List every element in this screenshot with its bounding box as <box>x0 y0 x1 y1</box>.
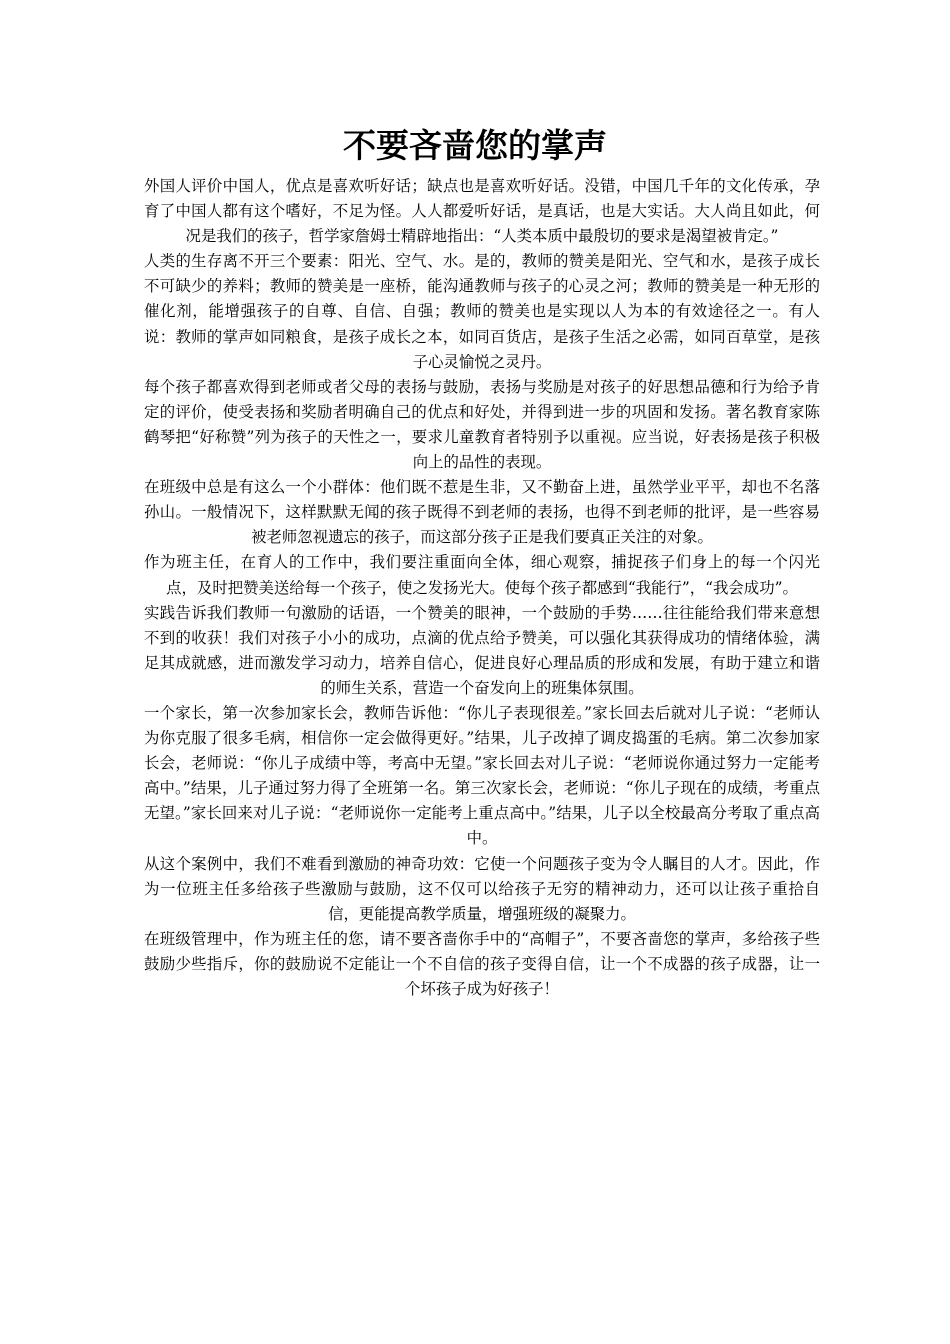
paragraph-2: 人类的生存离不开三个要素：阳光、空气、水。是的，教师的赞美是阳光、空气和水，是孩子成长不可缺少的养料；教师的赞美是一座桥，能沟通教师与孩子的心灵之河；教师的赞美是一种无形的催化剂，能增强孩子的自尊、自信、自强；教师的赞美也是实现以人为本的有效途径之一。有人说：教师的掌声如同粮食，是孩子成长之本，如同百货店，是孩子生活之必需，如同百草堂，是孩子心灵愉悦之灵丹。 <box>144 252 820 371</box>
paragraph-5: 作为班主任，在育人的工作中，我们要注重面向全体，细心观察，捕捉孩子们身上的每一个闪光点，及时把赞美送给每一个孩子，使之发扬光大。使每个孩子都感到“我能行”，“我会成功”。 <box>144 553 820 597</box>
paragraph-7: 一个家长，第一次参加家长会，教师告诉他：“你儿子表现很差。”家长回去后就对儿子说：“老师认为你克服了很多毛病，相信你一定会做得更好。”结果，儿子改掉了调皮捣蛋的毛病。第二次参加家长会，老师说：“你儿子成绩中等，考高中无望。”家长回去对儿子说：“老师说你通过努力一定能考高中。”结果，儿子通过努力得了全班第一名。第三次家长会，老师说：“你儿子现在的成绩，考重点无望。”家长回来对儿子说：“老师说你一定能考上重点高中。”结果，儿子以全校最高分考取了重点高中。 <box>144 703 820 848</box>
document-title: 不要吝啬您的掌声 <box>343 126 607 165</box>
paragraph-6: 实践告诉我们教师一句激励的话语，一个赞美的眼神，一个鼓励的手势……往往能给我们带来意想不到的收获！我们对孩子小小的成功，点滴的优点给予赞美，可以强化其获得成功的情绪体验，满足其成就感，进而激发学习动力，培养自信心，促进良好心理品质的形成和发展，有助于建立和谐的师生关系，营造一个奋发向上的班集体氛围。 <box>144 603 820 697</box>
paragraph-4: 在班级中总是有这么一个小群体：他们既不惹是生非，又不勤奋上进，虽然学业平平，却也不名落孙山。一般情况下，这样默默无闻的孩子既得不到老师的表扬，也得不到老师的批评，是一些容易被老师忽视遗忘的孩子，而这部分孩子正是我们要真正关注的对象。 <box>144 478 820 547</box>
paragraph-9: 在班级管理中，作为班主任的您，请不要吝啬你手中的“高帽子”，不要吝啬您的掌声，多给孩子些鼓励少些指斥，你的鼓励说不定能让一个不自信的孩子变得自信，让一个不成器的孩子成器，让一个坏孩子成为好孩子！ <box>144 929 820 998</box>
document-body <box>144 174 820 1002</box>
paragraph-3: 每个孩子都喜欢得到老师或者父母的表扬与鼓励，表扬与奖励是对孩子的好思想品德和行为给予肯定的评价，使受表扬和奖励者明确自己的优点和好处，并得到进一步的巩固和发扬。著名教育家陈鹤琴把“好称赞”列为孩子的天性之一，要求儿童教育者特别予以重视。应当说，好表扬是孩子积极向上的品性的表现。 <box>144 377 820 472</box>
paragraph-8: 从这个案例中，我们不难看到激励的神奇功效：它使一个问题孩子变为令人瞩目的人才。因此，作为一位班主任多给孩子些激励与鼓励，这不仅可以给孩子无穷的精神动力，还可以让孩子重拾自信，更能提高教学质量，增强班级的凝聚力。 <box>144 854 820 923</box>
paragraph-1: 外国人评价中国人，优点是喜欢听好话；缺点也是喜欢听好话。没错，中国几千年的文化传承，孕育了中国人都有这个嗜好，不足为怪。人人都爱听好话，是真话，也是大实话。大人尚且如此，何况是我们的孩子，哲学家詹姆士精辟地指出：“人类本质中最殷切的要求是渴望被肯定。” <box>144 177 820 246</box>
